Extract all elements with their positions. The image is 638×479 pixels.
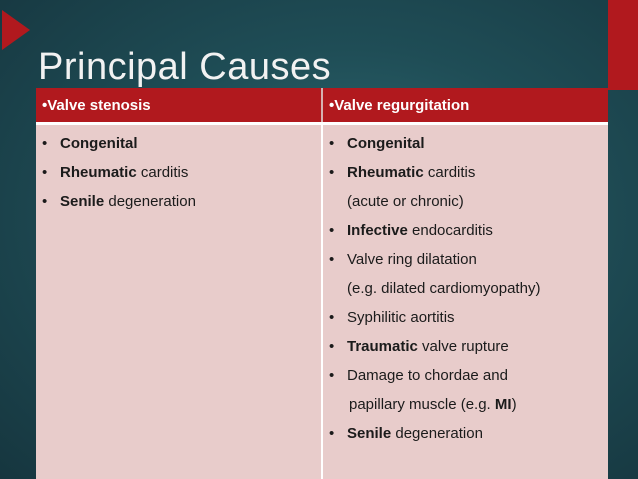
list-item-continuation: (acute or chronic) xyxy=(347,193,464,210)
table-header-row xyxy=(36,88,608,124)
list-item: • Syphilitic aortitis xyxy=(329,309,455,326)
list-item: • Rheumatic carditis xyxy=(329,164,476,181)
header-stenosis: •Valve stenosis xyxy=(36,88,322,124)
stenosis-cell xyxy=(36,124,322,479)
slide-title: Principal Causes xyxy=(38,46,332,88)
list-item: • Congenital xyxy=(329,135,425,152)
list-item: • Congenital xyxy=(42,135,138,152)
arrow-decoration-icon xyxy=(2,10,30,50)
regurgitation-cell xyxy=(322,124,608,479)
list-item: • Traumatic valve rupture xyxy=(329,338,509,355)
list-item-continuation: papillary muscle (e.g. MI) xyxy=(349,396,517,413)
list-item: • Senile degeneration xyxy=(329,425,483,442)
list-item-continuation: (e.g. dilated cardiomyopathy) xyxy=(347,280,541,297)
list-item: • Damage to chordae and xyxy=(329,367,508,384)
list-item: • Valve ring dilatation xyxy=(329,251,477,268)
causes-table xyxy=(36,88,608,479)
list-item: • Rheumatic carditis xyxy=(42,164,189,181)
table-body-row xyxy=(36,124,608,479)
header-regurgitation: •Valve regurgitation xyxy=(322,88,608,124)
list-item: • Senile degeneration xyxy=(42,193,196,210)
list-item: • Infective endocarditis xyxy=(329,222,493,239)
red-band-decoration xyxy=(608,0,638,90)
